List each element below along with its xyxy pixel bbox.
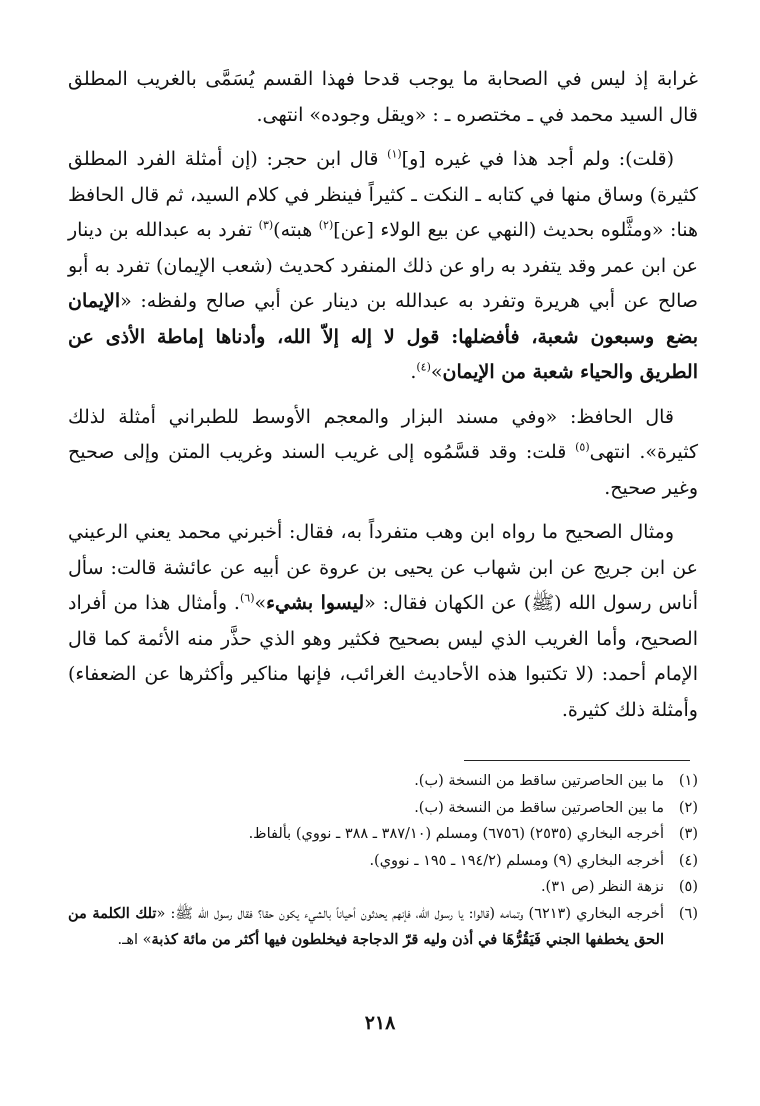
footnote-number: (٥) — [678, 879, 698, 895]
footnote-ref-6[interactable]: (٦) — [239, 591, 255, 605]
footnote-text: أخرجه البخاري (٢٥٣٥) (٦٧٥٦) ومسلم (٣٨٧/١٠ ـ ٣٨٨ ـ نووي) بألفاظ. — [248, 826, 664, 842]
footnote-ref-2[interactable]: (٢) — [318, 218, 334, 232]
footnote-number: (٢) — [678, 799, 698, 816]
footnote-6 — [68, 901, 698, 954]
footnote-ref-4[interactable]: (٤) — [416, 360, 431, 374]
footnote-number: (١) — [678, 773, 698, 789]
footnote-ref-1[interactable]: (١) — [387, 147, 402, 161]
main-text — [68, 62, 698, 728]
footnote-3 — [68, 821, 698, 848]
footnote-text: ما بين الحاصرتين ساقط من النسخة (ب). — [414, 799, 664, 816]
footnote-ref-3[interactable]: (٣) — [258, 218, 274, 232]
footnote-6-tail: » اهـ. — [117, 932, 152, 948]
footnote-text — [68, 901, 664, 954]
paragraph-1-text: غرابة إذ ليس في الصحابة ما يوجب قدحا فهذا القسم يُسَمَّى بالغريب المطلق قال السيد محمد في ـ مختصره ـ : «ويقل وجوده» انتهى. — [68, 68, 698, 126]
paragraph-4-text-1: ومثال الصحيح ما رواه ابن وهب متفرداً به، فقال: أخبرني محمد يعني الرعيني عن ابن جريج عن ابن شهاب عن يحيى بن عروة عن أبيه عن عائشة قالت: سأل أناس رسول الله (ﷺ) عن الكهان فقال: « — [68, 521, 698, 614]
footnote-4 — [68, 848, 698, 875]
footnote-ref-5[interactable]: (٥) — [575, 440, 590, 454]
footnote-number: (٤) — [678, 852, 698, 869]
paragraph-4 — [68, 515, 698, 728]
paragraph-2-text-4: تفرد به عبدالله بن دينار عن ابن عمر وقد يتفرد به راو عن ذلك المنفرد كحديث (شعب الإيمان) تفرد به أبو صالح عن أبي هريرة وتفرد به عبدالله بن دينار عن أبي صالح ولفظه: « — [68, 219, 698, 312]
paragraph-4-text-2: » — [254, 592, 267, 614]
footnotes — [68, 768, 698, 954]
paragraph-3-text-2: قلت: وقد قسَّمُوه إلى غريب السند وغريب المتن وإلى صحيح وغير صحيح. — [68, 441, 698, 499]
paragraph-2-text-3: هبته) — [273, 219, 319, 241]
footnote-separator — [464, 760, 690, 761]
paragraph-3 — [68, 400, 698, 507]
footnote-5 — [68, 874, 698, 901]
paragraph-2 — [68, 142, 698, 391]
footnote-number: (٣) — [678, 826, 698, 842]
footnote-2 — [68, 795, 698, 822]
paragraph-2-text-5: » — [430, 361, 443, 383]
page-number: ٢١٨ — [364, 1012, 396, 1034]
footnote-text: أخرجه البخاري (٩) ومسلم (١٩٤/٢ ـ ١٩٥ ـ نووي). — [369, 852, 664, 869]
footnote-6-text: أخرجه البخاري (٦٢١٣) وتمامه (قالوا: يا رسول الله، فإنهم يحدثون أحياناً بالشيء يكون حقا؟ فقال رسول الله ﷺ: « — [156, 905, 664, 922]
paragraph-2-text-2: قال ابن حجر: (إن أمثلة الفرد المطلق كثيرة) وساق منها في كتابه ـ النكت ـ كثيراً فينظر في كلام السيد، ثم قال الحافظ هنا: «ومثَّلوه بحديث (النهي عن بيع الولاء [عن] — [68, 148, 699, 241]
paragraph-1 — [68, 62, 698, 133]
footnote-text: ما بين الحاصرتين ساقط من النسخة (ب). — [414, 773, 664, 789]
paragraph-3-text-1: قال الحافظ: «وفي مسند البزار والمعجم الأوسط للطبراني أمثلة لذلك كثيرة». انتهى — [68, 405, 698, 463]
hadith-quote-laysu: ليسوا بشيء — [266, 592, 365, 614]
footnote-number: (٦) — [678, 905, 698, 922]
paragraph-2-text-6: . — [410, 361, 417, 383]
paragraph-2-text-1: (قلت): ولم أجد هذا في غيره [و] — [401, 148, 674, 170]
paragraph-4-text-3: . وأمثال هذا من أفراد الصحيح، وأما الغريب الذي ليس بصحيح فكثير وهو الذي حذَّر منه الأئمة كما قال الإمام أحمد: (لا تكتبوا هذه الأحاديث الغرائب، فإنها مناكير وأكثرها عن الضعفاء) وأمثلة ذلك كثيرة. — [68, 592, 698, 721]
footnote-text: نزهة النظر (ص ٣١). — [540, 879, 664, 895]
footnote-6-hadith: تلك الكلمة من الحق يخطفها الجني فَيَقُرُّهَا في أذن وليه قرّ الدجاجة فيخلطون فيها أكثر من مائة كذبة — [68, 904, 664, 948]
hadith-quote-iman: الإيمان بضع وسبعون شعبة، فأفضلها: قول لا إله إلاّ الله، وأدناها إماطة الأذى عن الطريق والحياء شعبة من الإيمان — [68, 290, 698, 383]
footnote-1 — [68, 768, 698, 795]
